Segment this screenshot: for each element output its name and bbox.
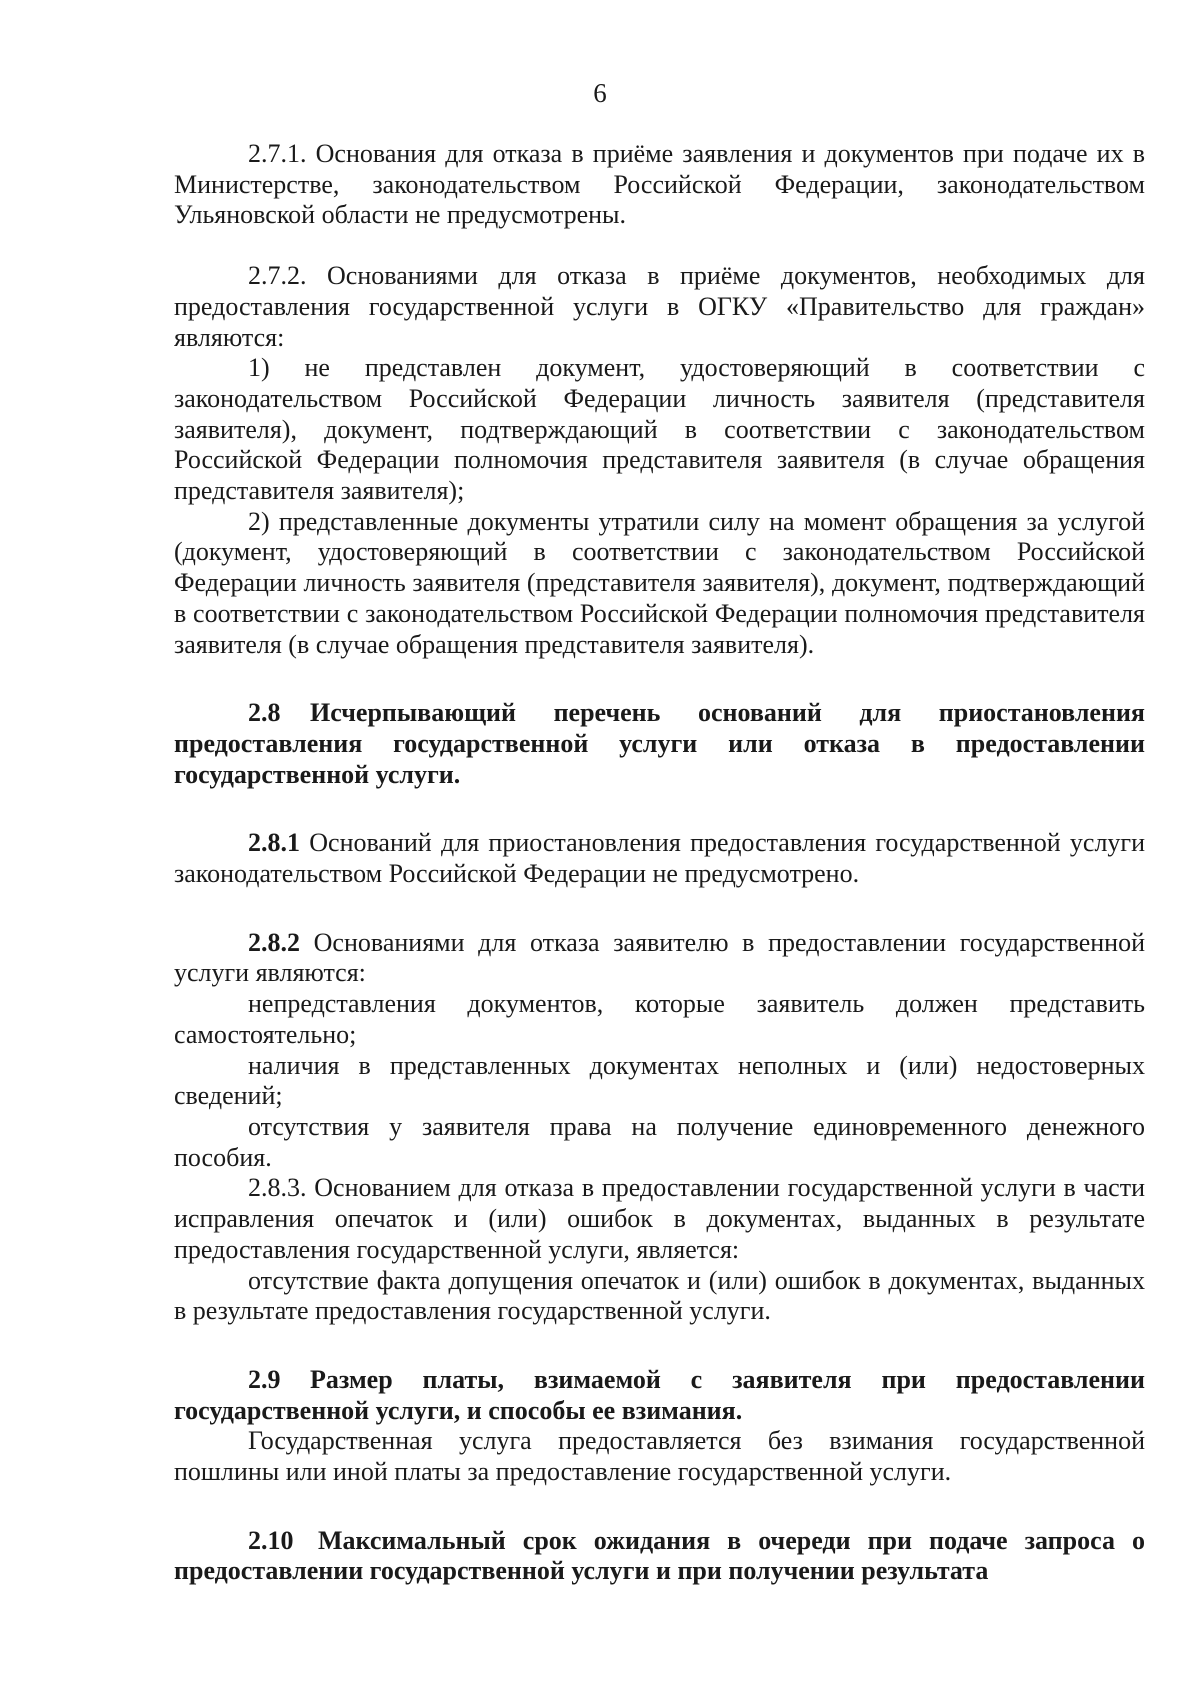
section-title: Размер платы, взимаемой с заявителя при предоставлении государственной услуги, и способы ее взимания. [174,1364,1145,1425]
section-heading-2-8 [174,698,1145,790]
section-number: 2.10 [248,1525,294,1555]
clause-number: 2.8.1 [248,828,300,858]
document-body [174,139,1145,1587]
section-number: 2.9 [248,1364,281,1394]
clause-text: Оснований для приостановления предоставления государственной услуги законодательством Российской Федерации не предусмотрено. [174,828,1145,889]
list-item: наличия в представленных документах неполных и (или) недостоверных сведений; [174,1050,1145,1111]
paragraph-2-8-2 [174,928,1145,989]
section-title: Исчерпывающий перечень оснований для приостановления предоставления государственной услуги или отказа в предоставлении государственной услуги. [174,698,1145,789]
paragraph-2-7-1: 2.7.1. Основания для отказа в приёме заявления и документов при подаче их в Министерстве, законодательством Российской Федерации, законодательством Ульяновской области не предусмотрены. [174,139,1145,230]
list-item: 1) не представлен документ, удостоверяющий в соответствии с законодательством Российской Федерации личность заявителя (представителя заявителя), документ, подтверждающий в соответствии с законодательством Российской Федерации полномочия представителя заявителя (в случае обращения представителя заявителя); [174,353,1145,506]
page-number: 6 [593,78,607,108]
section-number: 2.8 [248,698,281,728]
list-item: отсутствия у заявителя права на получение единовременного денежного пособия. [174,1111,1145,1172]
list-item: отсутствие факта допущения опечаток и (или) ошибок в документах, выданных в результате предоставления государственной услуги. [174,1265,1145,1326]
section-heading-2-10 [174,1526,1145,1587]
clause-text: Основаниями для отказа заявителю в предоставлении государственной услуги являются: [174,927,1145,988]
paragraph-2-8-1 [174,828,1145,889]
section-title: Максимальный срок ожидания в очереди при подаче запроса о предоставлении государственной услуги и при получении результата [174,1525,1145,1586]
paragraph-2-8-3: 2.8.3. Основанием для отказа в предоставлении государственной услуги в части исправления опечаток и (или) ошибок в документах, выданных в результате предоставления государственной услуги, является: [174,1173,1145,1264]
clause-number: 2.8.2 [248,927,300,957]
paragraph-2-9: Государственная услуга предоставляется без взимания государственной пошлины или иной платы за предоставление государственной услуги. [174,1426,1145,1487]
list-item: 2) представленные документы утратили силу на момент обращения за услугой (документ, удостоверяющий в соответствии с законодательством Российской Федерации личность заявителя (представителя заявителя), документ, подтверждающий в соответствии с законодательством Российской Федерации полномочия представителя заявителя (в случае обращения представителя заявителя). [174,506,1145,659]
section-heading-2-9 [174,1365,1145,1426]
list-item: непредставления документов, которые заявитель должен представить самостоятельно; [174,989,1145,1049]
paragraph-2-7-2: 2.7.2. Основаниями для отказа в приёме документов, необходимых для предоставления государственной услуги в ОГКУ «Правительство для граждан» являются: [174,261,1145,352]
